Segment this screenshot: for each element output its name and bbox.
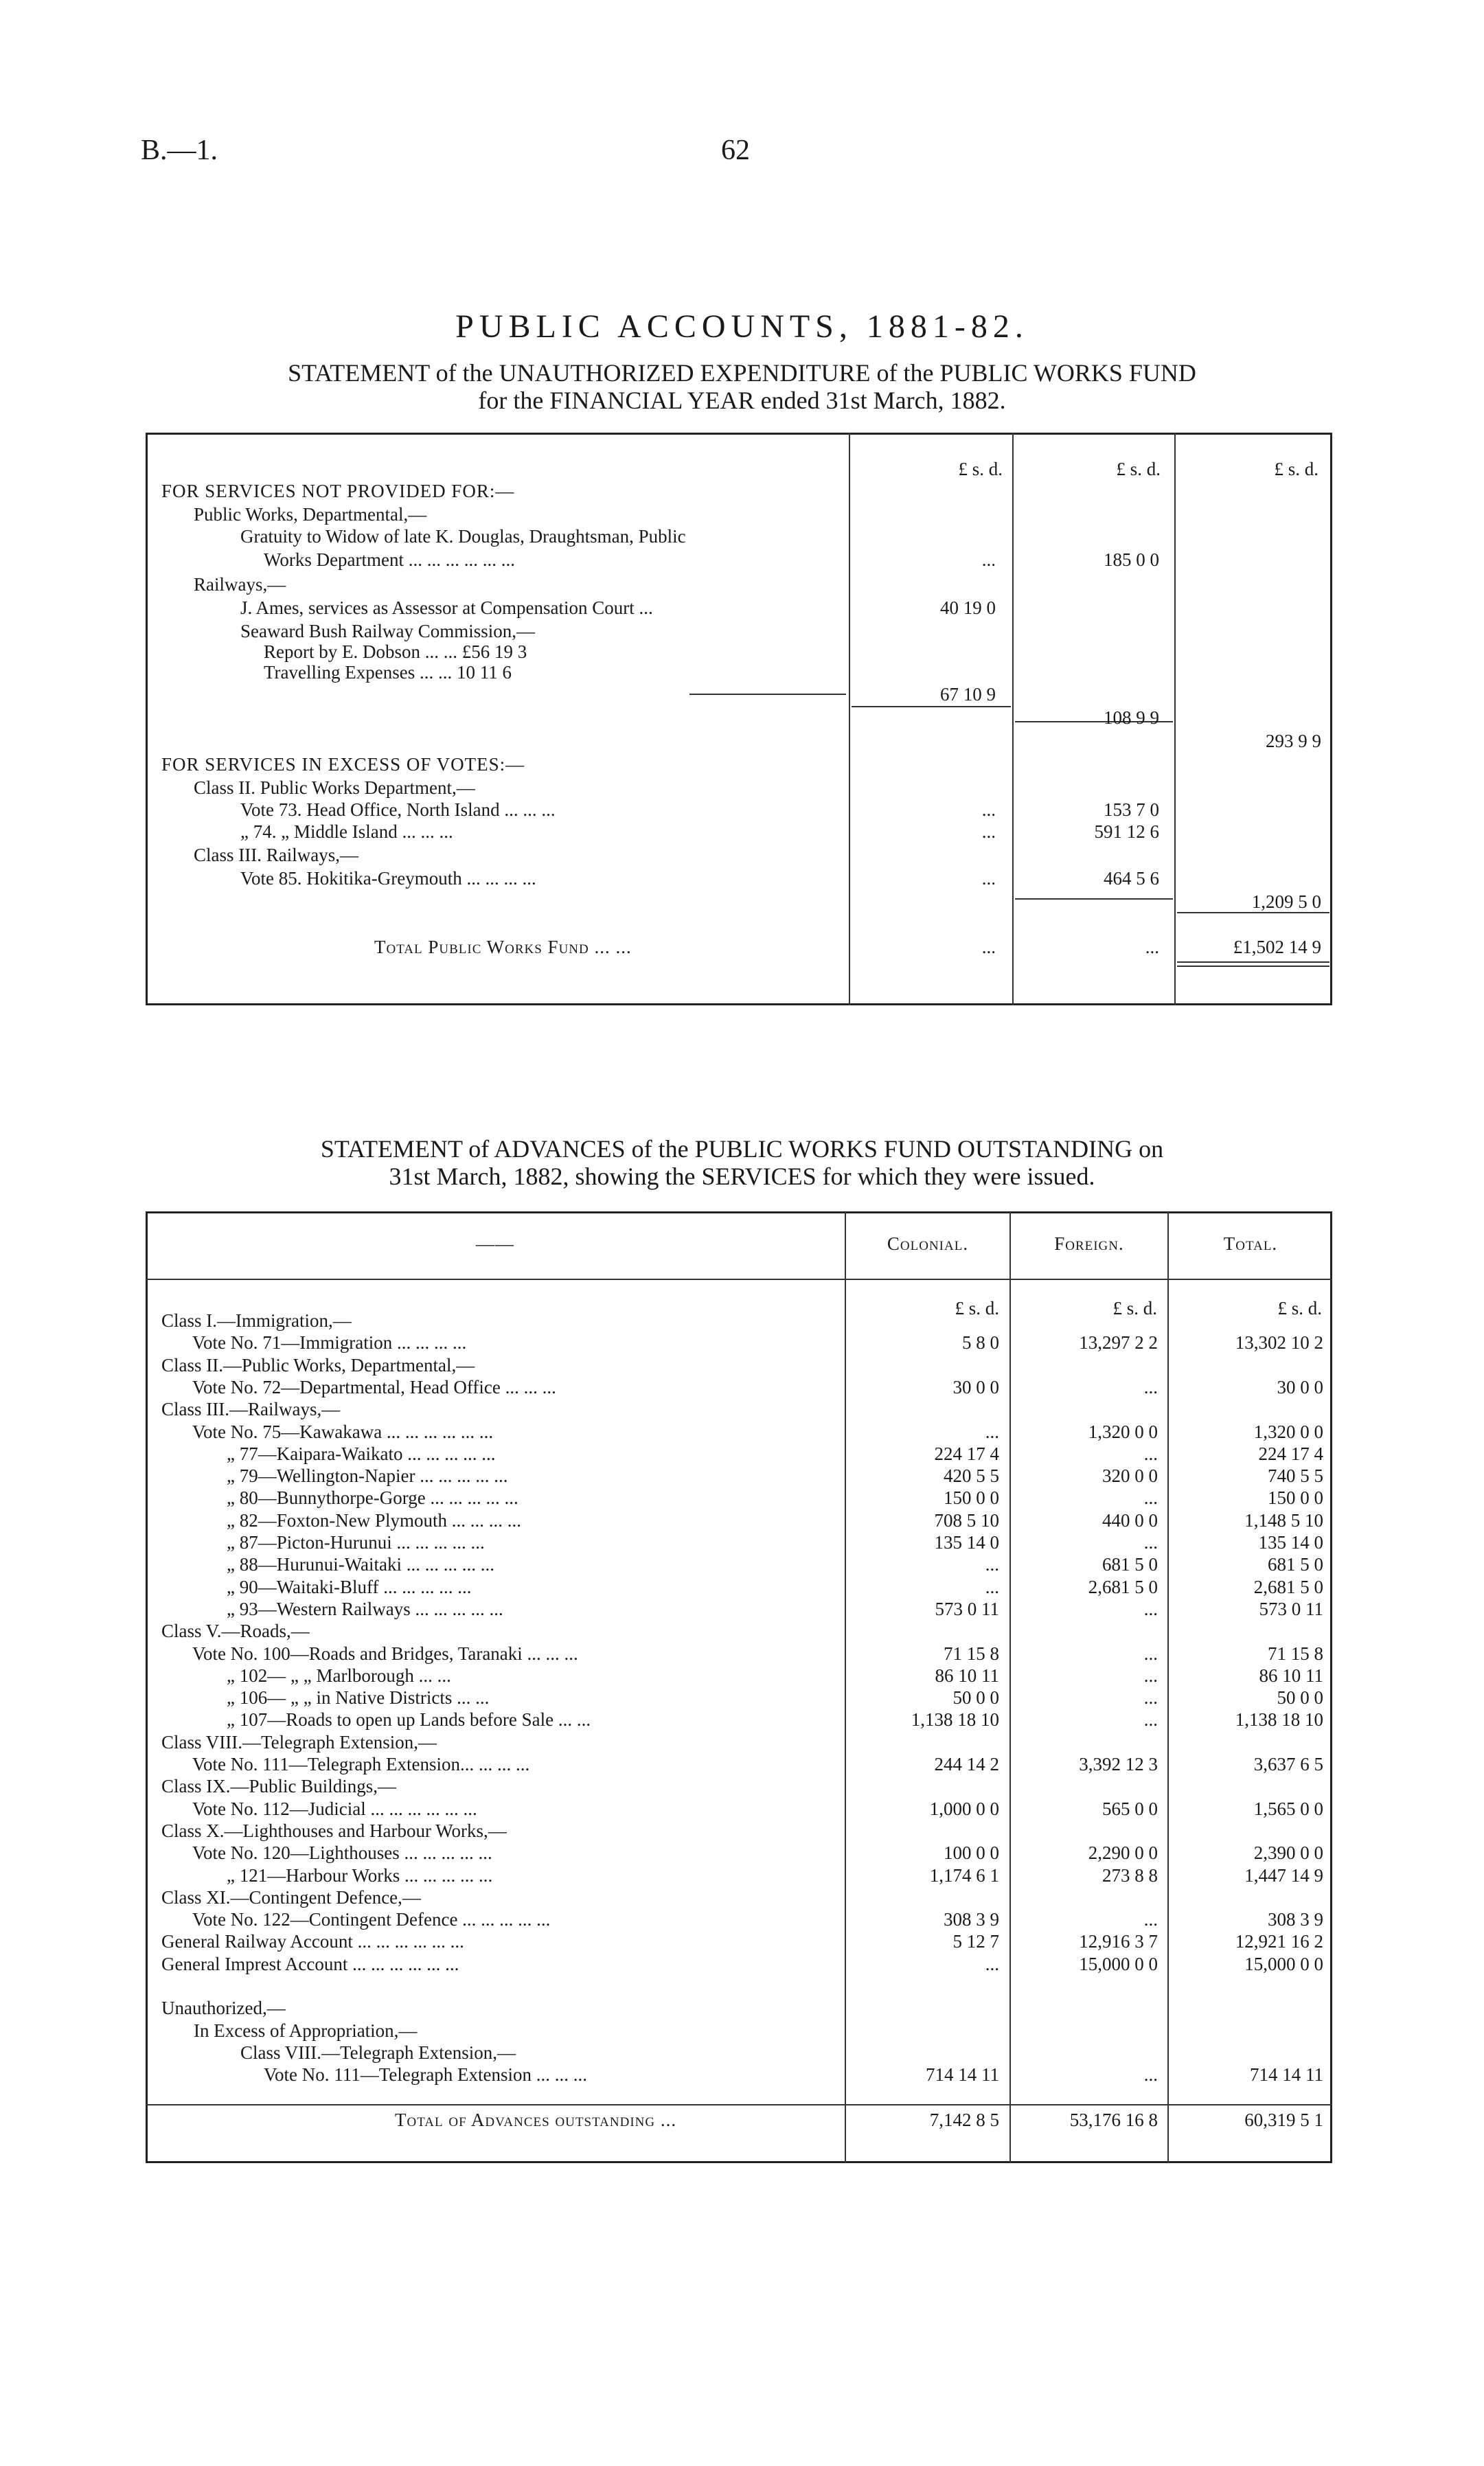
row-label: „ 121—Harbour Works ... ... ... ... ... [227, 1864, 493, 1886]
foreign-amount: ... [1143, 1709, 1158, 1731]
colonial-amount: 1,174 6 1 [929, 1864, 999, 1886]
row-label: Vote 73. Head Office, North Island ... ... ... [240, 799, 556, 820]
document-reference: B.—1. [141, 135, 218, 166]
row-label: General Railway Account ... ... ... ... ... ... [161, 1931, 464, 1952]
row-label: Vote No. 120—Lighthouses ... ... ... ... ... [192, 1842, 492, 1864]
row-label: Class II. Public Works Department,— [194, 777, 475, 798]
total-amount: 60,319 5 1 [1244, 2110, 1323, 2130]
table1-currency-header: £ s. d. [1116, 459, 1161, 479]
foreign-amount: 13,297 2 2 [1079, 1332, 1158, 1354]
total-amount: 308 3 9 [1268, 1909, 1323, 1930]
row-label: Class X.—Lighthouses and Harbour Works,— [161, 1820, 507, 1841]
row-label: Works Department ... ... ... ... ... ... [264, 549, 516, 570]
amount-column-1: 67 10 9 [940, 684, 996, 705]
row-label: „ 80—Bunnythorpe-Gorge ... ... ... ... ... [227, 1487, 518, 1509]
row-label: Report by E. Dobson ... ... £56 19 3 [264, 641, 527, 662]
foreign-amount: ... [1143, 1532, 1158, 1553]
table1-currency-header: £ s. d. [958, 459, 1003, 479]
foreign-amount: ... [1143, 1909, 1158, 1930]
colonial-amount: 420 5 5 [944, 1465, 999, 1487]
total-amount: 3,637 6 5 [1253, 1754, 1323, 1774]
column-header-foreign: Foreign. [1054, 1233, 1124, 1254]
row-label: Class VIII.—Telegraph Extension,— [161, 1731, 437, 1753]
total-amount: 2,681 5 0 [1253, 1576, 1323, 1597]
foreign-amount: 2,681 5 0 [1088, 1576, 1158, 1597]
row-label: Gratuity to Widow of late K. Douglas, Draughtsman, Public [240, 526, 686, 547]
row-label: Seaward Bush Railway Commission,— [240, 621, 535, 641]
foreign-amount: ... [1143, 1665, 1158, 1686]
page-number: 62 [721, 135, 750, 166]
row-label: „ 107—Roads to open up Lands before Sale ... ... [227, 1709, 591, 1731]
colonial-amount: ... [985, 1421, 999, 1442]
total-amount: 573 0 11 [1259, 1598, 1323, 1619]
total-amount: 15,000 0 0 [1244, 1953, 1323, 1974]
page-title: PUBLIC ACCOUNTS, 1881-82. [455, 308, 1029, 345]
colonial-amount: 7,142 8 5 [929, 2110, 999, 2130]
row-label: Class I.—Immigration,— [161, 1310, 352, 1331]
row-label: „ 93—Western Railways ... ... ... ... ... [227, 1598, 503, 1619]
amount-column-2: 153 7 0 [1104, 799, 1159, 820]
total-amount: 1,565 0 0 [1253, 1798, 1323, 1819]
amount-column-2: ... [1145, 937, 1159, 957]
amount-column-2: 108 9 9 [1104, 707, 1159, 728]
column-header-colonial: Colonial. [887, 1233, 969, 1254]
table2-subheading: 31st March, 1882, showing the SERVICES for which they were issued. [389, 1163, 1095, 1190]
colonial-amount: 224 17 4 [934, 1443, 999, 1464]
total-amount: 135 14 0 [1258, 1532, 1323, 1553]
colonial-amount: 150 0 0 [944, 1487, 999, 1509]
total-amount: 13,302 10 2 [1235, 1332, 1323, 1354]
foreign-amount: ... [1143, 1687, 1158, 1709]
foreign-amount: 440 0 0 [1102, 1509, 1158, 1531]
row-label: Vote No. 112—Judicial ... ... ... ... ... ... [192, 1798, 477, 1819]
amount-column-3: 1,209 5 0 [1251, 891, 1321, 912]
amount-column-2: 591 12 6 [1094, 821, 1159, 842]
table1-divider [1174, 433, 1176, 1005]
amount-column-1: ... [981, 868, 996, 889]
amount-column-1: ... [981, 799, 996, 820]
colonial-amount: 308 3 9 [944, 1909, 999, 1930]
amount-column-1: 40 19 0 [940, 597, 996, 618]
foreign-amount: 3,392 12 3 [1079, 1754, 1158, 1774]
total-amount: 1,148 5 10 [1244, 1509, 1323, 1531]
colonial-amount: 1,000 0 0 [929, 1798, 999, 1819]
row-label: Travelling Expenses ... ... 10 11 6 [264, 662, 512, 683]
total-amount: 1,320 0 0 [1253, 1421, 1323, 1442]
table1-subheading: for the FINANCIAL YEAR ended 31st March, 1882. [478, 387, 1006, 414]
table2-currency-header: £ s. d. [1112, 1298, 1157, 1318]
total-amount: 50 0 0 [1277, 1687, 1323, 1709]
total-amount: 1,138 18 10 [1235, 1709, 1323, 1731]
row-label: Public Works, Departmental,— [194, 504, 427, 525]
total-amount: 86 10 11 [1259, 1665, 1323, 1686]
row-label: „ 74. „ Middle Island ... ... ... [240, 821, 453, 842]
subtotal-rule [689, 694, 846, 695]
total-amount: 681 5 0 [1268, 1554, 1323, 1575]
foreign-amount: 2,290 0 0 [1088, 1842, 1158, 1864]
column-header-description: —— [476, 1233, 514, 1254]
row-label: Total of Advances outstanding ... [395, 2110, 677, 2130]
table2-divider [845, 1211, 846, 2163]
foreign-amount: 53,176 16 8 [1069, 2110, 1158, 2130]
row-label: „ 102— „ „ Marlborough ... ... [227, 1665, 451, 1686]
row-label: Vote No. 72—Departmental, Head Office ... ... ... [192, 1376, 556, 1397]
table2-header-rule [146, 1279, 1332, 1280]
foreign-amount: 1,320 0 0 [1088, 1421, 1158, 1442]
row-label: „ 88—Hurunui-Waitaki ... ... ... ... ... [227, 1554, 495, 1575]
colonial-amount: 573 0 11 [935, 1598, 999, 1619]
row-label: Class II.—Public Works, Departmental,— [161, 1354, 475, 1375]
foreign-amount: 681 5 0 [1102, 1554, 1158, 1575]
table2-divider [1009, 1211, 1011, 2163]
row-label: „ 106— „ „ in Native Districts ... ... [227, 1687, 490, 1709]
foreign-amount: 273 8 8 [1102, 1864, 1158, 1886]
row-label: „ 90—Waitaki-Bluff ... ... ... ... ... [227, 1576, 472, 1597]
total-amount: 714 14 11 [1250, 2064, 1323, 2086]
total-double-rule [1177, 961, 1329, 963]
colonial-amount: ... [985, 1953, 999, 1974]
row-label: Class VIII.—Telegraph Extension,— [240, 2042, 516, 2063]
total-amount: 2,390 0 0 [1253, 1842, 1323, 1864]
row-label: Vote No. 111—Telegraph Extension ... ... ... [264, 2064, 588, 2086]
row-label: FOR SERVICES IN EXCESS OF VOTES:— [161, 754, 525, 775]
row-label: „ 87—Picton-Hurunui ... ... ... ... ... [227, 1532, 485, 1553]
foreign-amount: ... [1143, 1598, 1158, 1619]
colonial-amount: 5 8 0 [962, 1332, 999, 1354]
foreign-amount: ... [1143, 1487, 1158, 1509]
table1-divider [849, 433, 850, 1005]
row-label: „ 79—Wellington-Napier ... ... ... ... ... [227, 1465, 508, 1487]
total-amount: 1,447 14 9 [1244, 1864, 1323, 1886]
subtotal-rule [1015, 898, 1173, 900]
amount-column-1: ... [981, 821, 996, 842]
total-amount: 150 0 0 [1268, 1487, 1323, 1509]
foreign-amount: ... [1143, 1643, 1158, 1664]
colonial-amount: 30 0 0 [952, 1376, 999, 1397]
table1-heading: STATEMENT of the UNAUTHORIZED EXPENDITURE of the PUBLIC WORKS FUND [288, 359, 1196, 387]
row-label: Vote 85. Hokitika-Greymouth ... ... ... ... [240, 868, 536, 889]
amount-column-2: 464 5 6 [1104, 868, 1159, 889]
total-double-rule [1177, 966, 1329, 967]
row-label: Class IX.—Public Buildings,— [161, 1776, 397, 1797]
amount-column-3: 293 9 9 [1266, 731, 1321, 751]
row-label: Vote No. 122—Contingent Defence ... ... ... ... ... [192, 1909, 551, 1930]
total-amount: 71 15 8 [1268, 1643, 1323, 1664]
colonial-amount: 50 0 0 [952, 1687, 999, 1709]
column-header-total: Total. [1223, 1233, 1278, 1254]
foreign-amount: 320 0 0 [1102, 1465, 1158, 1487]
subtotal-rule [852, 706, 1011, 707]
row-label: General Imprest Account ... ... ... ... ... ... [161, 1953, 459, 1974]
row-label: Class V.—Roads,— [161, 1621, 310, 1642]
colonial-amount: 100 0 0 [944, 1842, 999, 1864]
row-label: Vote No. 100—Roads and Bridges, Taranaki ... ... ... [192, 1643, 578, 1664]
row-label: „ 77—Kaipara-Waikato ... ... ... ... ... [227, 1443, 496, 1464]
table2-currency-header: £ s. d. [1277, 1298, 1322, 1318]
row-label: „ 82—Foxton-New Plymouth ... ... ... ... [227, 1509, 521, 1531]
colonial-amount: 71 15 8 [944, 1643, 999, 1664]
colonial-amount: 708 5 10 [934, 1509, 999, 1531]
foreign-amount: 12,916 3 7 [1079, 1931, 1158, 1952]
row-label: Unauthorized,— [161, 1998, 286, 2019]
colonial-amount: 1,138 18 10 [911, 1709, 999, 1731]
row-label: Total Public Works Fund ... ... [374, 937, 632, 957]
foreign-amount: 15,000 0 0 [1079, 1953, 1158, 1974]
colonial-amount: ... [985, 1554, 999, 1575]
row-label: FOR SERVICES NOT PROVIDED FOR:— [161, 481, 515, 501]
amount-column-1: ... [981, 937, 996, 957]
row-label: Class XI.—Contingent Defence,— [161, 1886, 421, 1908]
table1-currency-header: £ s. d. [1274, 459, 1319, 479]
table2-divider [1167, 1211, 1169, 2163]
colonial-amount: 714 14 11 [926, 2064, 999, 2086]
row-label: Class III.—Railways,— [161, 1399, 341, 1420]
colonial-amount: 5 12 7 [952, 1931, 999, 1952]
table1-divider [1012, 433, 1014, 1005]
total-amount: 30 0 0 [1277, 1376, 1323, 1397]
total-amount: 740 5 5 [1268, 1465, 1323, 1487]
foreign-amount: ... [1143, 2064, 1158, 2086]
colonial-amount: 135 14 0 [934, 1532, 999, 1553]
colonial-amount: 244 14 2 [934, 1754, 999, 1774]
total-amount: 224 17 4 [1258, 1443, 1323, 1464]
row-label: Vote No. 75—Kawakawa ... ... ... ... ... ... [192, 1421, 494, 1442]
table2-heading: STATEMENT of ADVANCES of the PUBLIC WORKS FUND OUTSTANDING on [320, 1135, 1164, 1163]
table2-total-rule [146, 2104, 1332, 2105]
row-label: Vote No. 71—Immigration ... ... ... ... [192, 1332, 467, 1354]
table2-currency-header: £ s. d. [955, 1298, 999, 1318]
colonial-amount: 86 10 11 [935, 1665, 999, 1686]
foreign-amount: ... [1143, 1376, 1158, 1397]
amount-column-3: £1,502 14 9 [1233, 937, 1321, 957]
foreign-amount: 565 0 0 [1102, 1798, 1158, 1819]
amount-column-2: 185 0 0 [1104, 549, 1159, 570]
row-label: In Excess of Appropriation,— [194, 2020, 418, 2041]
row-label: J. Ames, services as Assessor at Compensation Court ... [240, 597, 653, 618]
row-label: Class III. Railways,— [194, 845, 358, 865]
foreign-amount: ... [1143, 1443, 1158, 1464]
row-label: Vote No. 111—Telegraph Extension... ... ... ... [192, 1754, 530, 1774]
row-label: Railways,— [194, 574, 286, 595]
colonial-amount: ... [985, 1576, 999, 1597]
total-amount: 12,921 16 2 [1235, 1931, 1323, 1952]
amount-column-1: ... [981, 549, 996, 570]
